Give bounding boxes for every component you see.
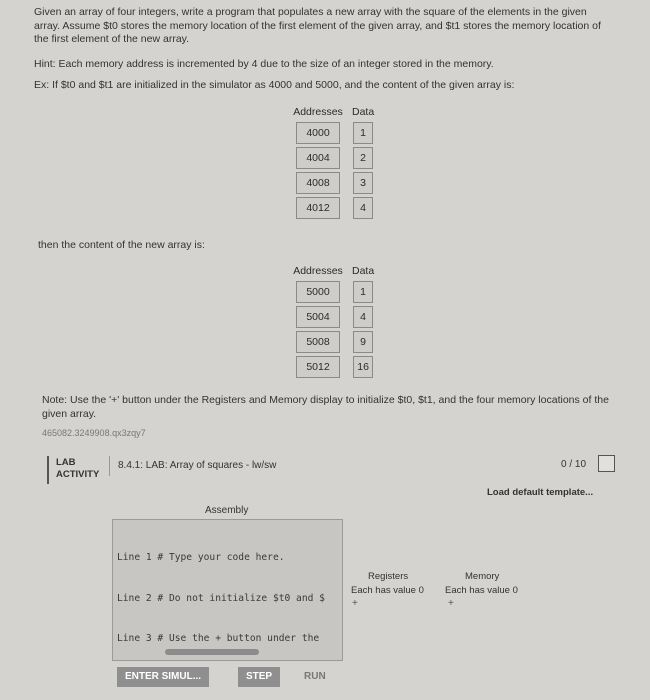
table-row	[288, 195, 378, 220]
data-cell: 2	[353, 147, 373, 169]
registers-title: Registers	[368, 571, 409, 582]
address-cell: 4000	[296, 122, 340, 144]
table-header-data: Data	[352, 265, 375, 277]
assembly-code-editor[interactable]	[112, 519, 343, 661]
note-line-2: given array.	[42, 407, 97, 420]
memory-title: Memory	[465, 571, 500, 582]
lab-title: 8.4.1: LAB: Array of squares - lw/sw	[118, 460, 277, 471]
assembly-heading: Assembly	[205, 505, 249, 516]
address-cell: 5000	[296, 281, 340, 303]
registers-add-button[interactable]: +	[352, 598, 358, 609]
enter-simulation-button[interactable]: ENTER SIMUL...	[117, 667, 209, 687]
address-cell: 4012	[296, 197, 340, 219]
note-text	[42, 394, 642, 421]
data-cell: 4	[353, 197, 373, 219]
table-header-addresses: Addresses	[293, 265, 343, 277]
table-row	[288, 120, 378, 145]
run-button[interactable]: RUN	[304, 671, 326, 682]
code-line[interactable]: Line 1 # Type your code here.	[117, 552, 285, 563]
lab-divider	[109, 456, 110, 476]
then-text: then the content of the new array is:	[38, 239, 205, 251]
score-checkbox	[598, 455, 615, 472]
data-cell: 9	[353, 331, 373, 353]
example-text: Ex: If $t0 and $t1 are initialized in the simulator as 4000 and 5000, and the content of the given array is:	[34, 79, 515, 91]
table-row	[288, 354, 378, 379]
address-cell: 5004	[296, 306, 340, 328]
horizontal-scrollbar[interactable]	[165, 649, 259, 655]
lab-label-line-1: LAB	[56, 457, 76, 468]
intro-line-3: the first element of the new array.	[34, 33, 190, 45]
new-array-table	[288, 263, 378, 379]
table-row	[288, 145, 378, 170]
address-cell: 5008	[296, 331, 340, 353]
table-row	[288, 279, 378, 304]
reference-code: 465082.3249908.qx3zqy7	[42, 428, 146, 438]
intro-line-2: array. Assume $t0 stores the memory location of the first element of the given array, and $t1 stores the memory location of	[34, 19, 601, 32]
intro-line-1: Given an array of four integers, write a program that populates a new array with the square of the elements in the given	[34, 6, 587, 18]
data-cell: 3	[353, 172, 373, 194]
code-line[interactable]: Line 3 # Use the + button under the	[117, 633, 320, 644]
code-line[interactable]: Line 2 # Do not initialize $t0 and $	[117, 592, 325, 604]
score-label: 0 / 10	[561, 459, 587, 470]
table-header-addresses: Addresses	[293, 106, 343, 118]
table-row	[288, 329, 378, 354]
data-cell: 4	[353, 306, 373, 328]
problem-description	[34, 6, 644, 47]
load-default-template-link[interactable]: Load default template...	[487, 487, 594, 498]
memory-add-button[interactable]: +	[448, 598, 454, 609]
address-cell: 5012	[296, 356, 340, 378]
table-header-data: Data	[352, 106, 375, 118]
registers-subtitle: Each has value 0	[351, 585, 424, 596]
memory-subtitle: Each has value 0	[445, 585, 518, 596]
lab-label-line-2: ACTIVITY	[56, 469, 100, 480]
table-row	[288, 170, 378, 195]
data-cell: 16	[353, 356, 373, 378]
hint-text: Hint: Each memory address is incremented by 4 due to the size of an integer stored in the memory.	[34, 58, 494, 70]
address-cell: 4004	[296, 147, 340, 169]
data-cell: 1	[353, 281, 373, 303]
table-row	[288, 304, 378, 329]
address-cell: 4008	[296, 172, 340, 194]
note-line-1: Note: Use the '+' button under the Registers and Memory display to initialize $t0, $t1, and the four memory locations of the	[42, 394, 609, 406]
given-array-table	[288, 104, 378, 220]
step-button[interactable]: STEP	[238, 667, 280, 687]
data-cell: 1	[353, 122, 373, 144]
lab-activity-label	[47, 456, 109, 484]
